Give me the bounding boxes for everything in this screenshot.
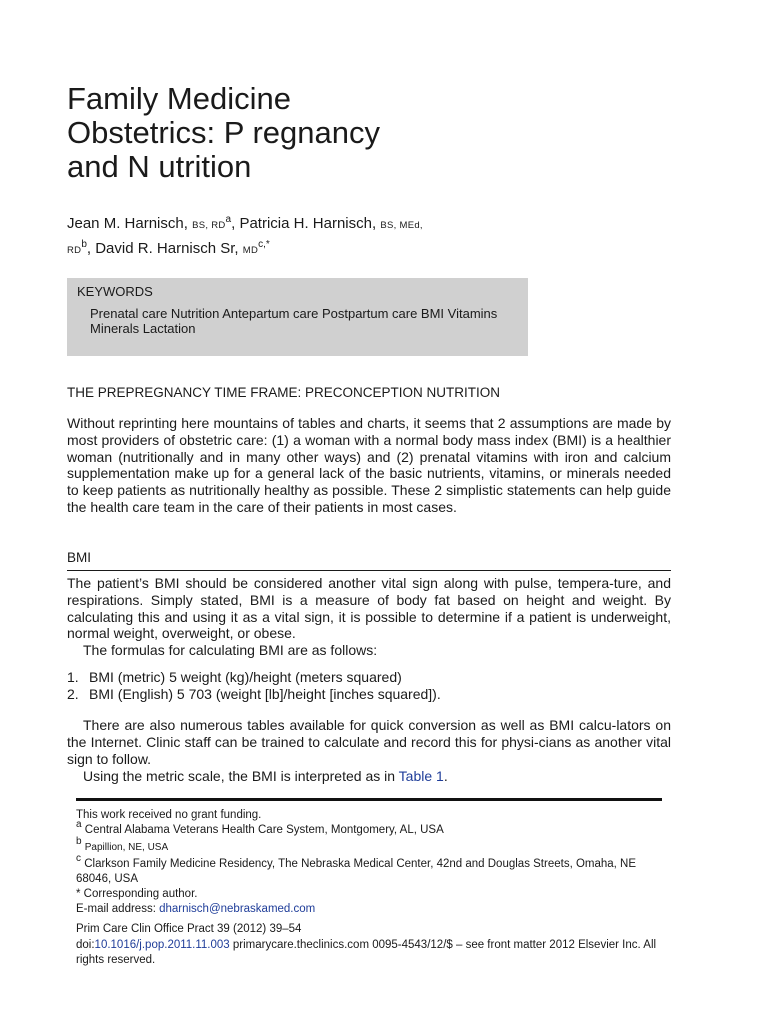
title-line-1: Family Medicine: [67, 81, 291, 116]
section-heading-preconception: THE PREPREGNANCY TIME FRAME: PRECONCEPTION NUTRITION: [67, 385, 501, 400]
bmi-paragraph-4: [67, 768, 671, 785]
author-1-affiliation-mark: a: [225, 214, 232, 225]
affiliation-c-mark: c: [76, 853, 81, 864]
section-1-paragraph: Without reprinting here mountains of tables and charts, it seems that 2 assumptions are made by most providers of obstetric care: (1) a woman with a normal body mass index (BMI) is a healthier woman (nutritionally and in many other ways) and (2) prenatal vitamins with iron and calcium supplementation make up for a general lack of the basic nutrients, vitamins, or minerals needed to keep patients as nutritionally healthy as possible. These 2 simplistic statements can help guide the health care team in the care of their patients in most cases.: [67, 415, 671, 515]
affiliation-b-text: Papillion, NE, USA: [84, 842, 169, 853]
author-2-name: , Patricia H. Harnisch,: [231, 215, 377, 232]
formula-text: BMI (English) 5 703 (weight [lb]/height [inches squared]).: [89, 686, 441, 702]
keywords-heading: KEYWORDS: [77, 284, 153, 299]
email-link[interactable]: dharnisch@nebraskamed.com: [159, 903, 316, 915]
corresponding-author-note: * Corresponding author.: [76, 888, 198, 900]
affiliation-b: [76, 836, 662, 855]
email-label: E-mail address:: [76, 903, 160, 915]
doi-line: [76, 938, 676, 969]
table-1-link[interactable]: Table 1: [398, 768, 444, 784]
title-line-3: and N utrition: [67, 149, 252, 184]
affiliation-c-text: Clarkson Family Medicine Residency, The Nebraska Medical Center, 42nd and Douglas Streets, Omaha, NE 68046, USA: [76, 858, 637, 885]
keywords-box: [67, 278, 528, 356]
author-3-name: , David R. Harnisch Sr,: [86, 240, 239, 257]
list-item: [67, 686, 671, 703]
bmi-paragraph-4-end: .: [443, 768, 448, 784]
bmi-paragraph-1: The patient’s BMI should be considered another vital sign along with pulse, tempera-ture, and respirations. Simply stated, BMI is a measure of body fat based on height and weight. By calculating this and using it as a vital sign, it is possible to determine if a patient is underweight, normal weight, overweight, or obese.: [67, 575, 671, 642]
keywords-list: Prenatal care Nutrition Antepartum care Postpartum care BMI Vitamins Minerals Lactation: [90, 306, 498, 336]
email-line: [76, 902, 662, 917]
section-heading-bmi: BMI: [67, 550, 671, 571]
author-list: [67, 212, 537, 262]
journal-info: [76, 922, 676, 969]
funding-note: This work received no grant funding.: [76, 809, 262, 821]
formula-number: 2.: [67, 686, 79, 702]
copyright-text: primarycare.theclinics.com 0095-4543/12/$ – see front matter 2012 Elsevier Inc. All rights reserved.: [76, 938, 657, 966]
doi-link[interactable]: 10.1016/j.pop.2011.11.003: [94, 938, 230, 951]
doi-label: doi:: [76, 938, 95, 951]
affiliation-a-mark: a: [76, 819, 82, 830]
affiliation-b-mark: b: [76, 836, 82, 847]
journal-citation: Prim Care Clin Office Pract 39 (2012) 39–54: [76, 923, 302, 935]
list-item: [67, 669, 671, 686]
bmi-paragraph-4-text: Using the metric scale, the BMI is interpreted as in: [83, 768, 399, 784]
title-line-2: Obstetrics: P regnancy: [67, 115, 381, 150]
bmi-formula-list: [67, 669, 671, 703]
author-2-affiliation-mark: b: [81, 239, 87, 250]
author-3-degree: MD: [242, 245, 259, 256]
bmi-paragraph-2: The formulas for calculating BMI are as follows:: [83, 642, 378, 658]
article-title: [67, 82, 587, 184]
affiliation-c: [76, 853, 662, 887]
affiliation-a-text: Central Alabama Veterans Health Care System, Montgomery, AL, USA: [84, 824, 444, 836]
affiliation-a: [76, 819, 662, 838]
author-2-degree-2: RD: [67, 245, 82, 256]
formula-text: BMI (metric) 5 weight (kg)/height (meters squared): [89, 669, 402, 685]
footnotes: [76, 808, 662, 917]
author-3-affiliation-mark: c,*: [258, 239, 270, 250]
bmi-paragraph-3: There are also numerous tables available for quick conversion as well as BMI calcu-lators on the Internet. Clinic staff can be trained to calculate and record this for physi-cians as another vital sign to follow.: [67, 717, 671, 767]
author-1-name: Jean M. Harnisch,: [67, 215, 188, 232]
formula-number: 1.: [67, 669, 79, 685]
footnote-divider: [76, 798, 662, 801]
author-1-degree: BS, RD: [192, 220, 226, 231]
author-2-degree-1: BS, MEd,: [380, 220, 423, 231]
